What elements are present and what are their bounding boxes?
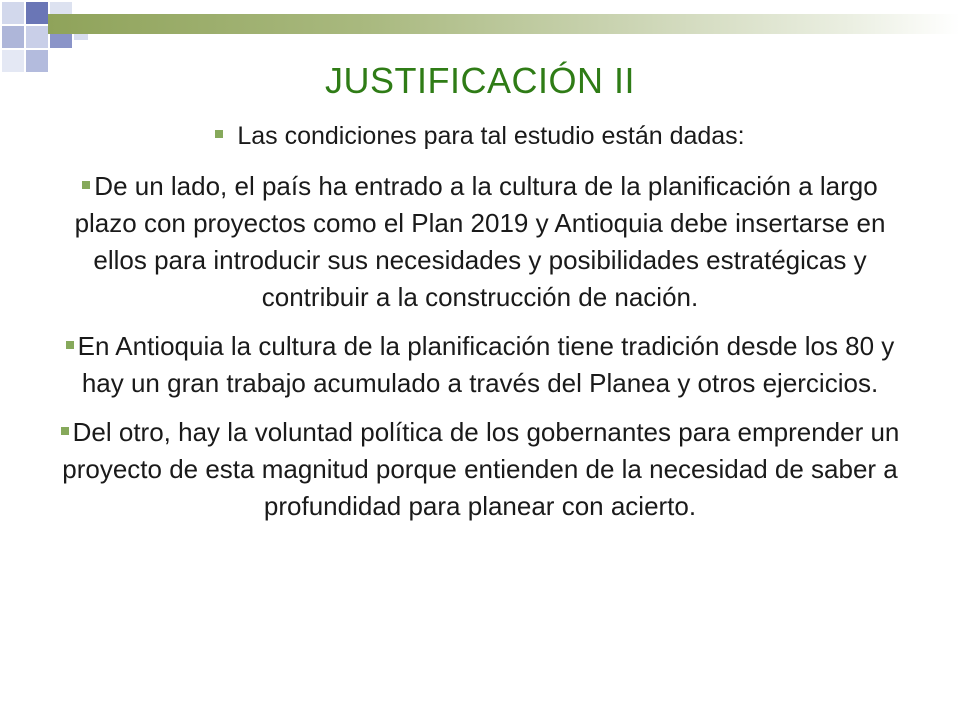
- paragraph: [56, 168, 904, 316]
- decor-square: [26, 26, 48, 48]
- square-bullet-icon: [66, 341, 74, 349]
- paragraph-text: De un lado, el país ha entrado a la cultura de la planificación a largo plazo con proyectos como el Plan 2019 y Antioquia debe insertarse en ellos para introducir sus necesidades y posibilidades estratégicas y contribuir a la construcción de nación.: [74, 171, 886, 312]
- paragraph-text: Del otro, hay la voluntad política de los gobernantes para emprender un proyecto de esta magnitud porque entienden de la necesidad de saber a profundidad para planear con acierto.: [62, 417, 900, 521]
- header-gradient-bar: [48, 14, 960, 34]
- subheading-text: Las condiciones para tal estudio están dadas:: [237, 122, 745, 150]
- slide-title: JUSTIFICACIÓN II: [324, 60, 635, 101]
- slide-body: [56, 118, 904, 537]
- square-bullet-icon: [61, 427, 69, 435]
- decor-square: [2, 2, 24, 24]
- square-bullet-icon: [82, 181, 90, 189]
- paragraph: [56, 328, 904, 402]
- square-bullet-icon: [215, 130, 223, 138]
- decor-square: [26, 2, 48, 24]
- decor-square: [2, 26, 24, 48]
- paragraph-text: En Antioquia la cultura de la planificación tiene tradición desde los 80 y hay un gran trabajo acumulado a través del Planea y otros ejercicios.: [77, 331, 895, 398]
- subheading-line: [56, 118, 904, 154]
- paragraph: [56, 414, 904, 525]
